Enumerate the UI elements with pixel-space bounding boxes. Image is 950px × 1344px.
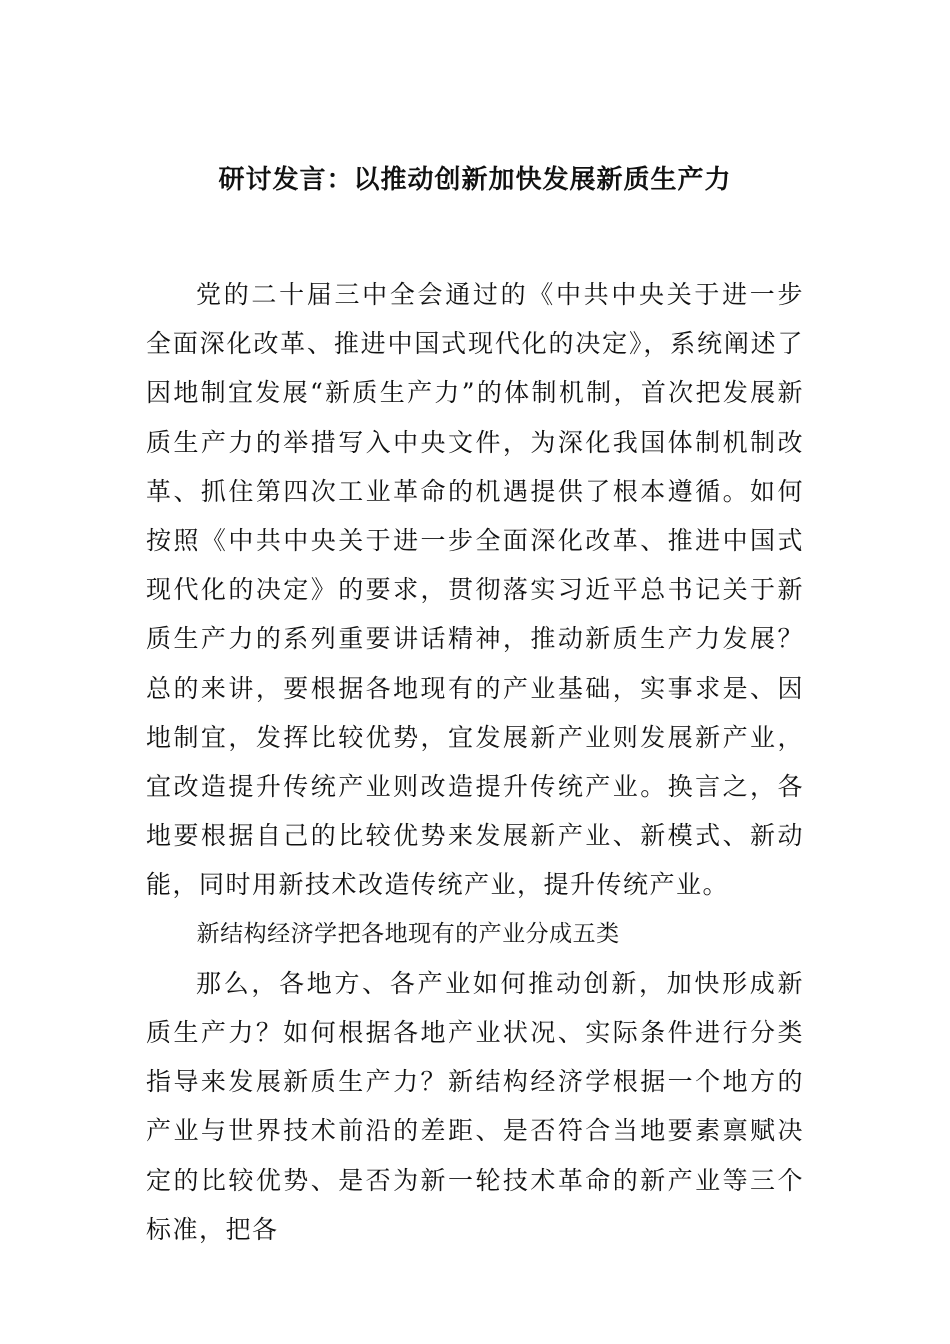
document-title: 研讨发言：以推动创新加快发展新质生产力	[218, 165, 732, 195]
body-paragraph-1: 党的二十届三中全会通过的《中共中央关于进一步全面深化改革、推进中国式现代化的决定》，系统阐述了因地制宜发展“新质生产力”的体制机制，首次把发展新质生产力的举措写入中央文件，为深化我国体制机制改革、抓住第四次工业革命的机遇提供了根本遵循。如何按照《中共中央关于进一步全面深化改革、推进中国式现代化的决定》的要求，贯彻落实习近平总书记关于新质生产力的系列重要讲话精神，推动新质生产力发展？总的来讲，要根据各地现有的产业基础，实事求是、因地制宜，发挥比较优势，宜发展新产业则发展新产业，宜改造提升传统产业则改造提升传统产业。换言之，各地要根据自己的比较优势来发展新产业、新模式、新动能，同时用新技术改造传统产业，提升传统产业。	[146, 280, 804, 900]
document-body	[146, 270, 804, 1254]
body-paragraph-2: 那么，各地方、各产业如何推动创新，加快形成新质生产力？如何根据各地产业状况、实际条件进行分类指导来发展新质生产力？新结构经济学根据一个地方的产业与世界技术前沿的差距、是否符合当地要素禀赋决定的比较优势、是否为新一轮技术革命的新产业等三个标准，把各	[146, 968, 804, 1244]
section-subheading: 新结构经济学把各地现有的产业分成五类	[196, 920, 620, 947]
